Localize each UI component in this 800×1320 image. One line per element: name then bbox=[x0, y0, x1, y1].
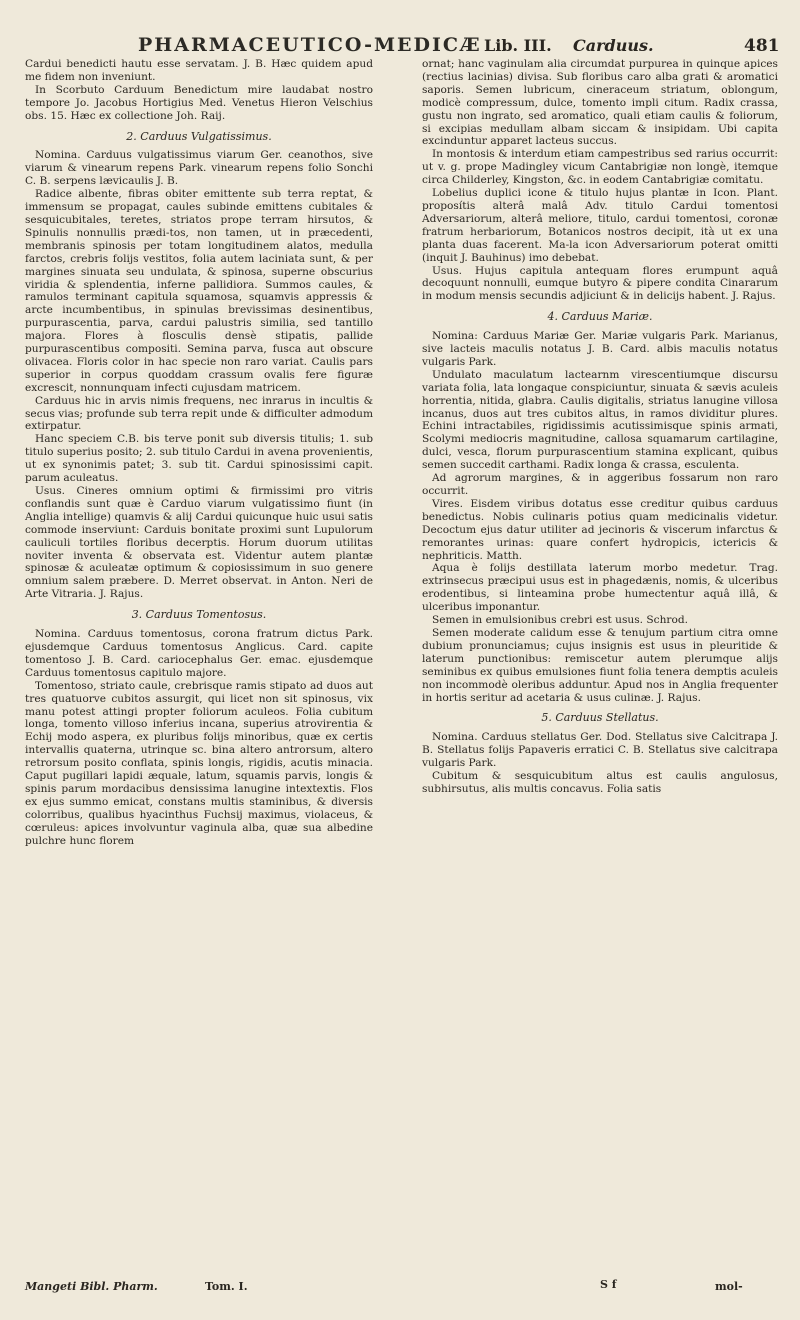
paragraph: Carduus hic in arvis nimis frequens, nec inrarus in incultis & secus vias; profunde sub terra repit unde & difficulter admodum extirpatur. bbox=[25, 394, 373, 433]
paragraph: Nomina. Carduus stellatus Ger. Dod. Stellatus sive Calcitrapa J. B. Stellatus folijs Papaveris erratici C. B. Stellatus sive calcitrapa vulgaris Park. bbox=[422, 731, 778, 770]
paragraph: Undulato maculatum lactearnm virescentiumque discursu variata folia, lata longaque conspiciuntur, sinuata & sævis aculeis horrentia, nitida, glabra. Caulis digitalis, striatus lanugine villosa incanus, duos aut tres cubitos altus, in ramos dividitur plures. Echini intractabiles, rigidissimis acutissimisque spinis armati, Scolymi mediocris magnitudine, callosa squamarum cartilagine, dulci, vesca, florum purpurascentium stamina explicant, quibus semen succedit carthami. Radix longa & crassa, esculenta. bbox=[422, 368, 778, 472]
paragraph: Nomina: Carduus Mariæ Ger. Mariæ vulgaris Park. Marianus, sive lacteis maculis notatus J. B. Card. albis maculis notatus vulgaris Park. bbox=[422, 330, 778, 368]
paragraph: Semen in emulsionibus crebri est usus. Schrod. bbox=[432, 614, 689, 627]
page-number: 481 bbox=[744, 36, 780, 56]
footer-signature: S f bbox=[600, 1278, 617, 1291]
paragraph: Cubitum & sesquicubitum altus est caulis angulosus, subhirsutus, alis multis concavus. Folia satis bbox=[422, 770, 778, 795]
page-footer bbox=[25, 1280, 775, 1306]
left-column bbox=[25, 58, 373, 847]
section-heading: 2. Carduus Vulgatissimus. bbox=[126, 129, 272, 143]
paragraph: Lobelius duplici icone & titulo hujus plantæ in Icon. Plant. proposítis alterâ malâ Adv. titulo Cardui tomentosi Adversariorum, alterâ meliore, titulo, cardui tomentosi, coronæ fratrum herbariorum, Botanicos nostros decipit, ità ut ex una planta duas facerent. Ma-la icon Adversariorum poterat omitti (inquit J. Bauhinus) imo debebat. bbox=[422, 187, 778, 264]
paragraph: Usus. Hujus capitula antequam flores erumpunt aquâ decoquunt nonnulli, eumque butyro & pipere condita Cinararum in modum mensis secundis adjiciunt & in delicijs habent. J. Rajus. bbox=[422, 264, 778, 303]
paragraph: Hanc speciem C.B. bis terve ponit sub diversis titulis; 1. sub titulo superius posito; 2. sub titulo Cardui in avena provenientis, ut ex synonimis patet; 3. sub tit. Cardui spinosissimi capit. parum aculeatus. bbox=[25, 433, 373, 485]
section-name: Carduus. bbox=[573, 36, 654, 55]
paragraph: ornat; hanc vaginulam alia circumdat purpurea in quinque apices (rectius lacinias) divisa. Sub floribus caro alba grati & aromatici saporis. Semen lubricum, cineraceum striatum, oblongum, modicè compressum, dulce, tomento impli citum. Radix crassa, gustu non ingrato, sed aromatico, quali etiam caulis & foliorum, si excipias medullam albam siccam & insipidam. Ubi capita excinduntur apparet lacteus succus. bbox=[422, 58, 778, 148]
paragraph: Aqua è folijs destillata laterum morbo medetur. Trag. extrinsecus præcipui usus est in phagedænis, nomis, & ulceribus erodentibus, si linteamina probe humectentur aquâ illâ, & ulceribus imponantur. bbox=[422, 562, 778, 614]
paragraph: In montosis & interdum etiam campestribus sed rarius occurrit: ut v. g. prope Madingley vicum Cantabrigiæ non longè, itemque circa Childerley, Kingston, &c. in eodem Cantabrigiæ comitatu. bbox=[422, 148, 778, 187]
section-heading: 5. Carduus Stellatus. bbox=[541, 711, 659, 725]
paragraph: Cardui benedicti hautu esse servatam. J. B. Hæc quidem apud me fidem non inveniunt. bbox=[25, 58, 373, 83]
paragraph: In Scorbuto Carduum Benedictum mire laudabat nostro tempore Jo. Jacobus Hortigius Med. Venetus Hieron Velschius obs. 15. Hæc ex collectione Joh. Raij. bbox=[25, 83, 373, 122]
paragraph: Tomentoso, striato caule, crebrisque ramis stipato ad duos aut tres quatuorve cubitos assurgit, qui licet non sit spinosus, vix manu potest attingi propter foliorum aculeos. Folia cubitum longa, tomento villoso inferius incana, superius atrovirentia & Echij modo aspera, ex pluribus folijs minoribus, quæ ex certis intervallis quaterna, utrinque sc. bina altero antrorsum, altero retrorsum posito conflata, spinis longis, rigidis, acutis minacia. Caput pugillari lapidi æquale, latum, squamis parvis, longis & spinis parum mordacibus densissima lanugine intextextis. Flos ex ejus summo emicat, constans multis staminibus, & diversis colorribus, qualibus hyacinthus Fuchsij maximus, violaceus, & cœruleus: apices involvuntur vaginula alba, quæ sua albedine pulchre hunc florem bbox=[25, 679, 373, 847]
footer-catchword: mol- bbox=[715, 1280, 743, 1293]
footer-author-line: Mangeti Bibl. Pharm. bbox=[25, 1280, 158, 1293]
right-column bbox=[422, 58, 778, 796]
paragraph: Ad agrorum margines, & in aggeribus fossarum non raro occurrit. bbox=[422, 472, 778, 497]
paragraph: Vires. Eisdem viribus dotatus esse creditur quibus carduus benedictus. Nobis culinaris potius quam medicinalis videtur. Decoctum ejus datur utiliter ad jecinoris & viscerum infarctus & remorantes urinas: quare confert hydropicis, ictericis & nephriticis. Matth. bbox=[422, 497, 778, 562]
paragraph: Semen moderate calidum esse & tenujum partium citra omne dubium pronunciamus; cujus insignis est usus in pleuritide & laterum punctionibus: remiscetur autem plerumque alijs seminibus ex quibus emulsiones fiunt folia tenera demptis aculeis non incommodè oleribus adduntur. Apud nos in Anglia frequenter in hortis seritur ad acetaria & usus culinæ. J. Rajus. bbox=[422, 626, 778, 704]
running-title: PHARMACEUTICO-MEDICÆ bbox=[138, 34, 482, 56]
section-heading: 3. Carduus Tomentosus. bbox=[131, 608, 267, 622]
paragraph: Nomina. Carduus tomentosus, corona fratrum dictus Park. ejusdemque Carduus tomentosus Anglicus. Card. capite tomentoso J. B. Card. cariocephalus Ger. emac. ejusdemque Carduus tomentosus capitulo majore. bbox=[25, 628, 373, 679]
book-number: Lib. III. bbox=[484, 36, 552, 55]
section-heading: 4. Carduus Mariæ. bbox=[547, 310, 653, 324]
paragraph: Usus. Cineres omnium optimi & firmissimi pro vitris conflandis sunt quæ è Carduo viarum vulgatissimo fiunt (in Anglia intellige) quamvis & alij Cardui quicunque huic usui satis commode inserviunt: Carduis bonitate proximi sunt Lupulorum cauliculi tortiles floribus decerptis. Horum duorum utilitas noviter inventa & observata est. Videntur autem plantæ spinosæ & aculeatæ optimum & copiosissimum in suo genere omnium salem præbere. D. Merret observat. in Anton. Neri de Arte Vitraria. J. Rajus. bbox=[25, 485, 373, 601]
footer-volume: Tom. I. bbox=[205, 1280, 248, 1293]
paragraph: Nomina. Carduus vulgatissimus viarum Ger. ceanothos, sive viarum & vinearum repens Park. vinearum repens folio Sonchi C. B. serpens lævicaulis J. B. bbox=[25, 149, 373, 188]
paragraph: Radice albente, fibras obiter emittente sub terra reptat, & immensum se propagat, caules subinde emittens cubitales & sesquicubitales, teretes, striatos prope terram hirsutos, & Spinulis nonnullis prædi-tos, non tamen, ut in præcedenti, membranis spinosis per totam longitudinem alatos, medulla farctos, crebris folijs vestitos, folia autem laciniata sunt, & per margines sinuata seu undulata, & spinosa, superne obscurius viridia & splendentia, inferne pallidiora. Summos caules, & ramulos terminant capitula squamosa, squamvis appressis & arcte incumbentibus, in spinulas brevissimas desinentibus, purpurascentia, parva, cardui palustris similia, sed tantillo majora. Flores à flosculis densè stipatis, pallide purpurascentibus compositi. Semina parva, fusca aut obscure olivacea. Floris color in hac specie non raro variat. Caulis pars superior in corpus quoddam crassum ovalis fere figuræ excrescit, nonnunquam infecti cujusdam matricem. bbox=[25, 188, 373, 394]
